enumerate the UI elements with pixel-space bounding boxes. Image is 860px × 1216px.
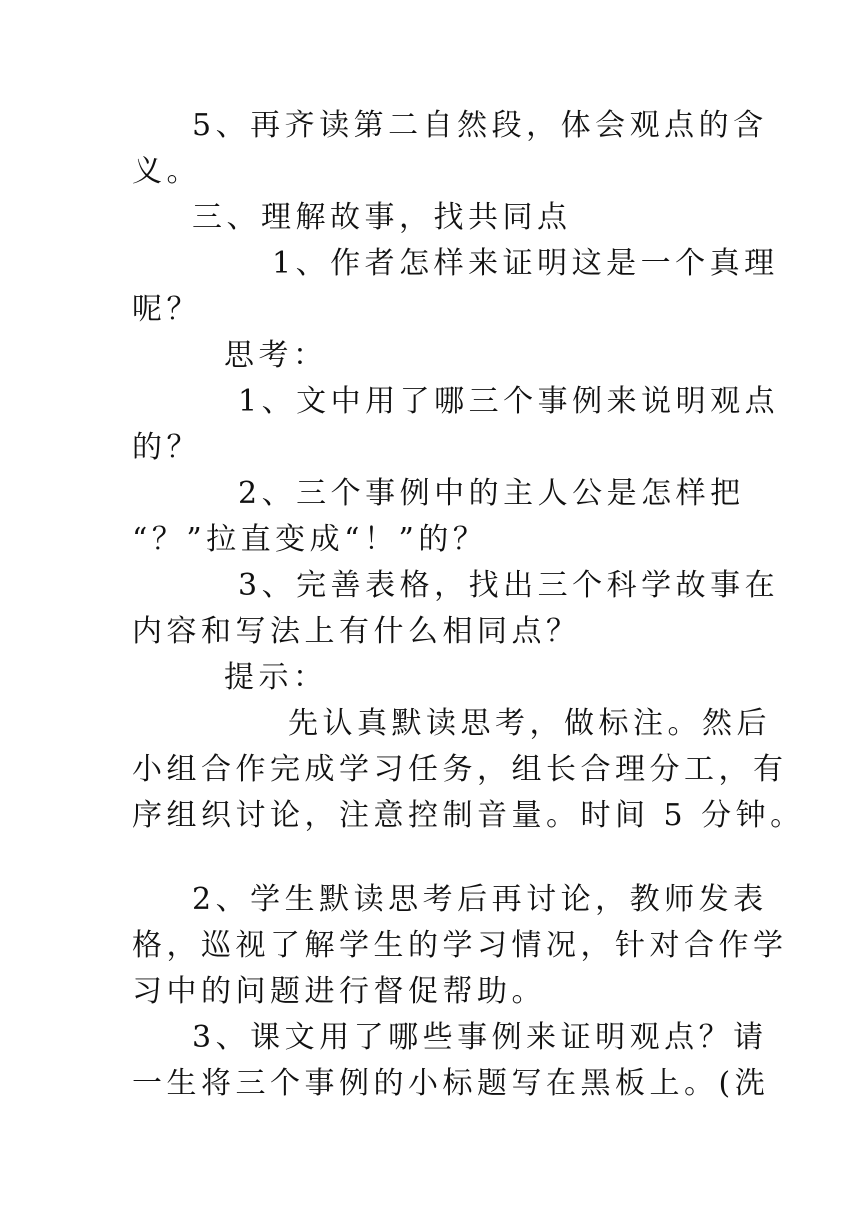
text-line: 3、课文用了哪些事例来证明观点？请 bbox=[192, 1020, 768, 1055]
think-label: 思考： bbox=[224, 338, 328, 373]
text-line: 2、学生默读思考后再讨论，教师发表 bbox=[192, 882, 768, 917]
text-line: 呢？ bbox=[132, 292, 201, 327]
text-line: 习中的问题进行督促帮助。 bbox=[132, 974, 546, 1009]
text-line: 序组织讨论，注意控制音量。时间 5 分钟。 bbox=[132, 798, 805, 833]
text-line: 3、完善表格，找出三个科学故事在 bbox=[238, 568, 780, 603]
text-line: 5、再齐读第二自然段，体会观点的含 bbox=[192, 108, 768, 143]
text-line: 1、文中用了哪三个事例来说明观点 bbox=[238, 384, 780, 419]
hint-label: 提示： bbox=[224, 660, 328, 695]
text-line: 的？ bbox=[132, 430, 201, 465]
text-line: 内容和写法上有什么相同点？ bbox=[132, 614, 581, 649]
text-line: 小组合作完成学习任务，组长合理分工，有 bbox=[132, 752, 788, 787]
text-line: “？”拉直变成“！”的？ bbox=[132, 522, 488, 557]
text-line: 义。 bbox=[132, 154, 201, 189]
text-line: 先认真默读思考，做标注。然后 bbox=[288, 706, 771, 741]
text-line: 一生将三个事例的小标题写在黑板上。(洗 bbox=[132, 1066, 770, 1101]
text-line: 1、作者怎样来证明这是一个真理 bbox=[272, 246, 779, 281]
text-line: 格，巡视了解学生的学习情况，针对合作学 bbox=[132, 928, 788, 963]
section-heading: 三、理解故事，找共同点 bbox=[192, 200, 572, 235]
text-line: 2、三个事例中的主人公是怎样把 bbox=[238, 476, 745, 511]
